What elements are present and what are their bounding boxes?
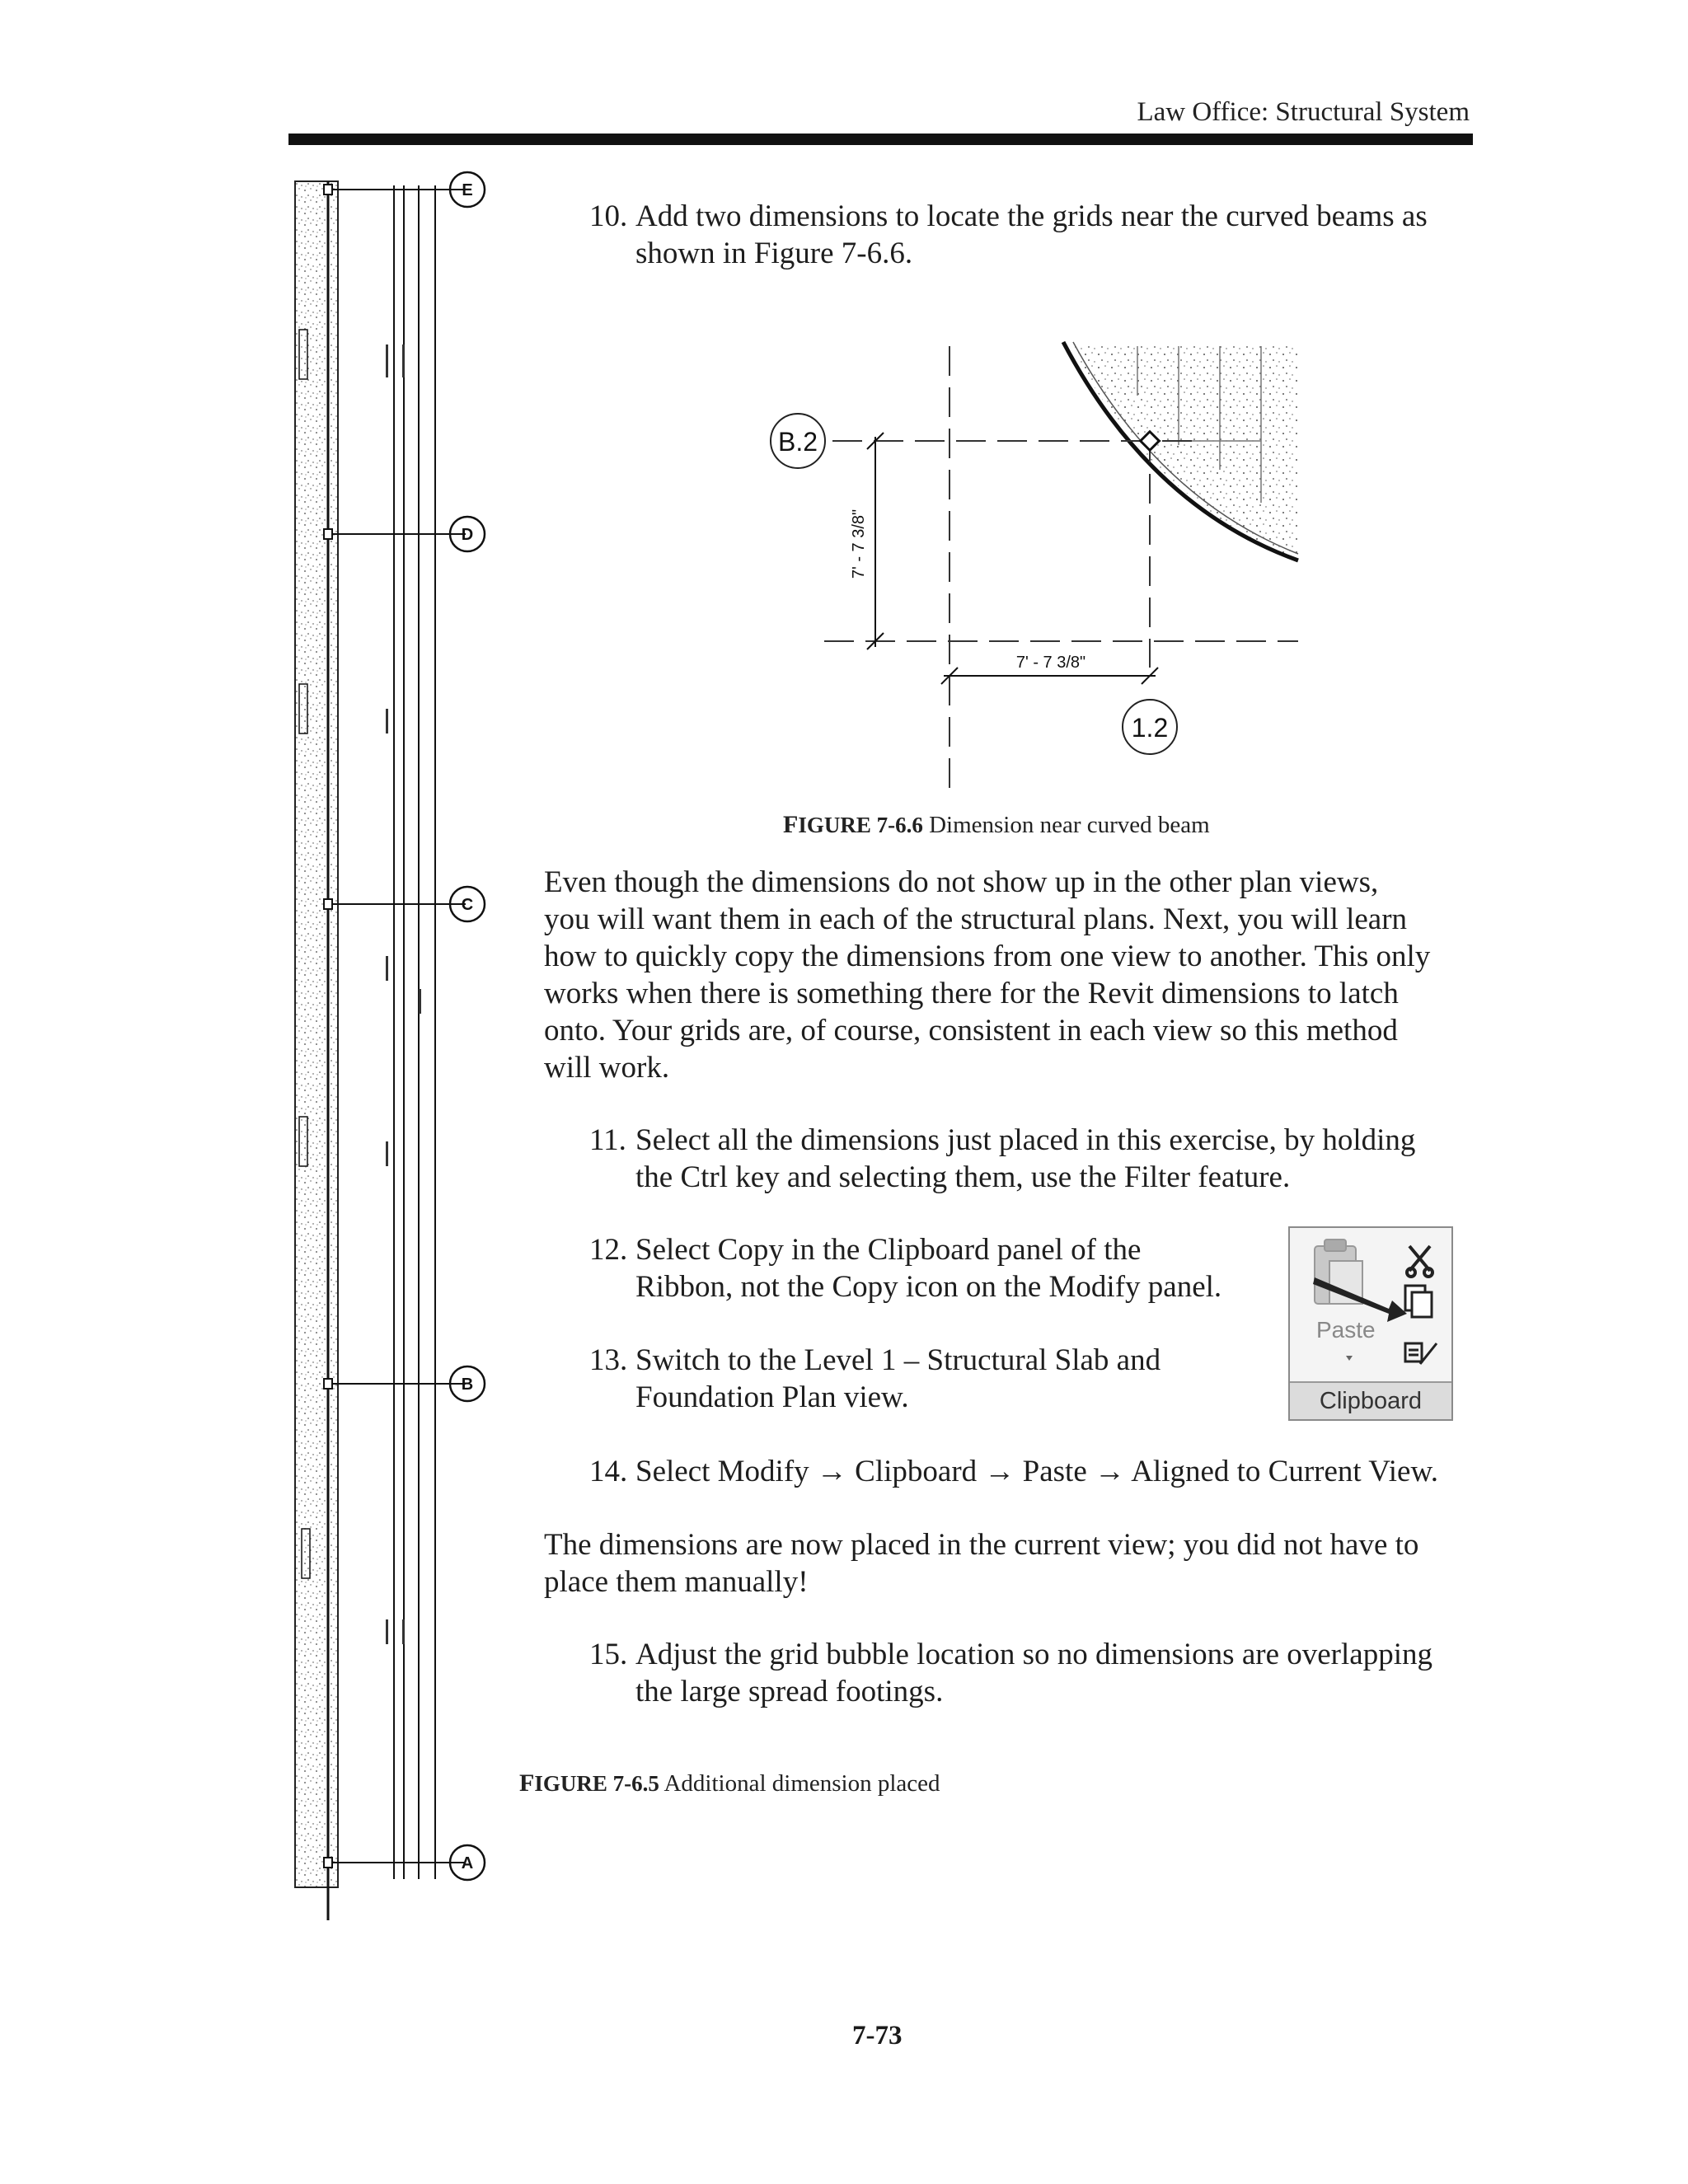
step-number: 11. — [589, 1123, 626, 1157]
copy-icon — [1405, 1286, 1432, 1317]
step-text-line: the Ctrl key and selecting them, use the Filter feature. — [635, 1160, 1291, 1194]
step-10 — [589, 198, 1496, 272]
body-paragraph-1 — [544, 864, 1492, 1086]
paragraph-line: onto. Your grids are, of course, consistent in each view so this method — [544, 1014, 1398, 1047]
dimension-horizontal: 7' - 7 3/8" — [1015, 654, 1086, 672]
caption-text: Dimension near curved beam — [922, 812, 1210, 838]
step-number: 13. — [589, 1343, 628, 1377]
paragraph-line: will work. — [544, 1051, 670, 1085]
step-text-line: Select all the dimensions just placed in this exercise, by holding — [635, 1123, 1416, 1157]
paragraph-line: Even though the dimensions do not show up in the other plan views, — [544, 865, 1379, 899]
step-text-line: Adjust the grid bubble location so no dimensions are overlapping — [635, 1638, 1432, 1671]
grid-bubble-d: D — [461, 526, 474, 544]
caption-text: Additional dimension placed — [659, 1770, 940, 1797]
page-number: 7-73 — [852, 2021, 903, 2050]
caption-label: IGURE 7-6.6 — [798, 813, 923, 837]
clipboard-icons — [1290, 1228, 1451, 1385]
step-15 — [589, 1636, 1512, 1710]
step-text-line: Select Modify → Clipboard → Paste → Aligned to Current View. — [635, 1455, 1439, 1488]
figure-7-6-6-caption — [783, 811, 1210, 839]
caption-label: IGURE 7-6.5 — [534, 1771, 659, 1796]
body-paragraph-2 — [544, 1526, 1492, 1601]
step-12 — [589, 1231, 1265, 1305]
cut-icon — [1407, 1246, 1432, 1277]
step-14 — [589, 1453, 1512, 1490]
paste-label: Paste — [1316, 1317, 1376, 1343]
paste-icon — [1315, 1240, 1362, 1304]
figure-7-6-6-detail — [767, 338, 1311, 799]
figure-7-6-5-caption — [519, 1769, 940, 1797]
caption-label-initial: F — [783, 811, 799, 838]
step-text-line: Switch to the Level 1 – Structural Slab and — [635, 1343, 1161, 1377]
grid-bubble-1-2: 1.2 — [1131, 713, 1169, 743]
running-header: Law Office: Structural System — [1137, 97, 1470, 127]
paragraph-line: place them manually! — [544, 1565, 809, 1599]
grid-bubble-a: A — [461, 1854, 474, 1872]
paragraph-line: you will want them in each of the structural plans. Next, you will learn — [544, 902, 1408, 936]
paragraph-line: works when there is something there for the Revit dimensions to latch — [544, 977, 1399, 1010]
paragraph-line: The dimensions are now placed in the current view; you did not have to — [544, 1528, 1419, 1562]
clipboard-panel-label: Clipboard — [1290, 1381, 1451, 1419]
step-number: 15. — [589, 1638, 628, 1671]
grid-bubble-b: B — [461, 1376, 474, 1394]
match-properties-icon — [1405, 1343, 1437, 1364]
grid-bubble-b2: B.2 — [777, 427, 818, 457]
step-13 — [589, 1342, 1265, 1416]
dropdown-icon — [1346, 1356, 1353, 1361]
figure-7-6-5-plan — [280, 165, 511, 1937]
step-11 — [589, 1122, 1496, 1196]
wall-hatch — [295, 181, 338, 1887]
paragraph-line: how to quickly copy the dimensions from one view to another. This only — [544, 940, 1431, 973]
dimension-vertical: 7' - 7 3/8" — [850, 509, 868, 579]
step-text-line: Ribbon, not the Copy icon on the Modify panel. — [635, 1270, 1222, 1304]
step-number: 12. — [589, 1233, 628, 1267]
step-text-line: the large spread footings. — [635, 1675, 944, 1708]
header-rule — [288, 134, 1473, 145]
grid-bubble-e: E — [462, 181, 473, 199]
clipboard-panel-image — [1288, 1226, 1453, 1421]
grid-bubble-c: C — [461, 896, 474, 914]
step-text-line: Add two dimensions to locate the grids near the curved beams as — [635, 199, 1428, 233]
step-number: 10. — [589, 199, 628, 233]
step-text-line: Foundation Plan view. — [635, 1380, 909, 1414]
caption-label-initial: F — [519, 1769, 535, 1797]
step-text-line: Select Copy in the Clipboard panel of the — [635, 1233, 1142, 1267]
step-number: 14. — [589, 1455, 628, 1488]
step-text-line: shown in Figure 7-6.6. — [635, 237, 913, 270]
